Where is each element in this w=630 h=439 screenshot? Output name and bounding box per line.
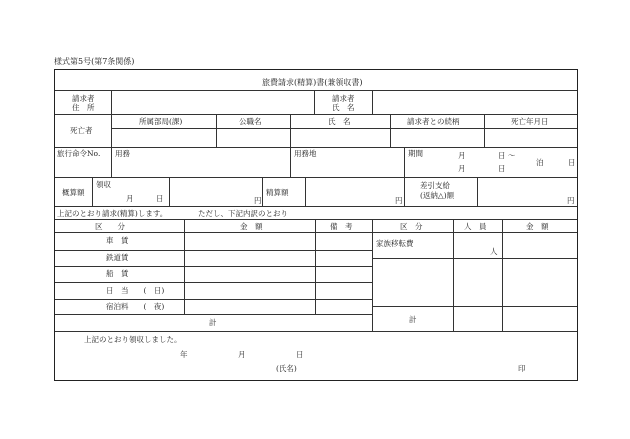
vline-amt-1	[92, 177, 93, 206]
category-rail: 鉄道賃	[106, 253, 129, 262]
travel-order-label: 旅行命令No.	[57, 149, 101, 158]
frame-left	[54, 69, 55, 381]
total-right: 計	[409, 315, 417, 324]
vline-bd-4	[453, 219, 454, 331]
claimant-address-label: 請求者 住 所	[72, 94, 95, 112]
period-label: 期間	[408, 149, 423, 158]
line-row2-bottom	[55, 266, 372, 267]
received-label: 領収	[96, 180, 111, 189]
settlement-label: 精算額	[266, 188, 289, 197]
deceased-label: 死亡者	[70, 126, 93, 135]
period-nights: 泊	[536, 158, 544, 167]
category-car: 車 賃	[106, 236, 129, 245]
signature-label: (氏名)	[276, 364, 297, 373]
receipt-year: 年	[180, 350, 188, 359]
vline-amt-4	[305, 177, 306, 206]
header-right-category: 区 分	[400, 222, 423, 231]
vline-amt-3	[262, 177, 263, 206]
vline-dec-3	[390, 114, 391, 147]
vline-claimant-label	[111, 90, 112, 147]
vline-claimant-name-left	[314, 90, 315, 114]
difference-label: 差引支給 (返納△)額	[420, 181, 455, 200]
purpose-label: 用務	[115, 149, 130, 158]
line-claimant-bottom	[55, 114, 577, 115]
claimant-name-label: 請求者 氏 名	[332, 94, 355, 112]
category-daily: 日 当 ( 日)	[106, 286, 165, 295]
vline-travel-1	[111, 147, 112, 177]
settlement-yen: 円	[395, 196, 403, 205]
receipt-statement: 上記のとおり領収しました。	[84, 335, 182, 344]
line-right-mid	[372, 258, 577, 259]
request-statement: 上記のとおり請求(精算)します。	[57, 209, 168, 218]
vline-dec-4	[484, 114, 485, 147]
vline-amt-6	[477, 177, 478, 206]
deceased-col-name: 氏 名	[328, 117, 351, 126]
vline-amt-2	[169, 177, 170, 206]
line-row1-bottom	[55, 250, 372, 251]
period-month1: 月	[458, 151, 466, 160]
vline-amt-5	[404, 177, 405, 206]
period-day2: 日	[498, 164, 506, 173]
vline-travel-2	[290, 147, 291, 177]
receipt-day: 日	[296, 350, 304, 359]
line-statement-bottom	[55, 219, 577, 220]
period-day1: 日 〜	[498, 151, 516, 160]
header-persons: 人 員	[464, 222, 487, 231]
category-ship: 船 賃	[106, 269, 129, 278]
deceased-col-date: 死亡年月日	[511, 117, 549, 126]
vline-bd-2	[315, 219, 316, 315]
category-lodging: 宿泊料 ( 夜)	[106, 302, 165, 311]
vline-dec-2	[290, 114, 291, 147]
line-travel-bottom	[55, 177, 577, 178]
frame-bottom	[54, 380, 578, 381]
vline-bd-3	[372, 219, 373, 331]
frame-top	[54, 69, 578, 70]
form-number: 様式第5号(第7条関係)	[54, 57, 135, 66]
total-left: 計	[209, 318, 217, 327]
header-remarks: 備 考	[330, 222, 353, 231]
vline-bd-1	[184, 219, 185, 315]
seal-label: 印	[518, 364, 526, 373]
line-title-bottom	[55, 90, 577, 91]
period-month2: 月	[458, 164, 466, 173]
received-day: 日	[156, 194, 164, 203]
difference-yen: 円	[567, 196, 575, 205]
deceased-col-title: 公職名	[239, 117, 262, 126]
header-amount: 金 額	[240, 222, 263, 231]
line-row3-bottom	[55, 282, 372, 283]
line-header-bottom	[55, 232, 577, 233]
family-transfer-label: 家族移転費	[376, 239, 414, 248]
deceased-col-relation: 請求者との続柄	[407, 117, 460, 126]
vline-bd-5	[502, 219, 503, 331]
form-title: 旅費請求(精算)書(兼領収書)	[262, 78, 363, 87]
header-category: 区 分	[95, 222, 125, 231]
vline-claimant-name-right	[372, 90, 373, 114]
line-deceased-mid	[111, 128, 577, 129]
vline-travel-3	[404, 147, 405, 177]
breakdown-note: ただし、下記内訳のとおり	[198, 209, 288, 218]
period-days: 日	[568, 158, 576, 167]
deceased-col-dept: 所属部局(課)	[139, 117, 183, 126]
persons-unit: 人	[490, 247, 498, 256]
receipt-month: 月	[238, 350, 246, 359]
line-total-bottom	[55, 331, 577, 332]
frame-right	[577, 69, 578, 381]
line-deceased-bottom	[55, 147, 577, 148]
header-right-amount: 金 額	[526, 222, 549, 231]
line-amount-bottom	[55, 206, 577, 207]
advance-label: 概算額	[62, 188, 85, 197]
vline-dec-1	[216, 114, 217, 147]
advance-yen: 円	[254, 196, 262, 205]
line-row4-bottom	[55, 299, 372, 300]
line-row5-bottom	[55, 314, 372, 315]
destination-label: 用務地	[294, 149, 317, 158]
line-right-mid2	[372, 306, 577, 307]
received-month: 月	[126, 194, 134, 203]
